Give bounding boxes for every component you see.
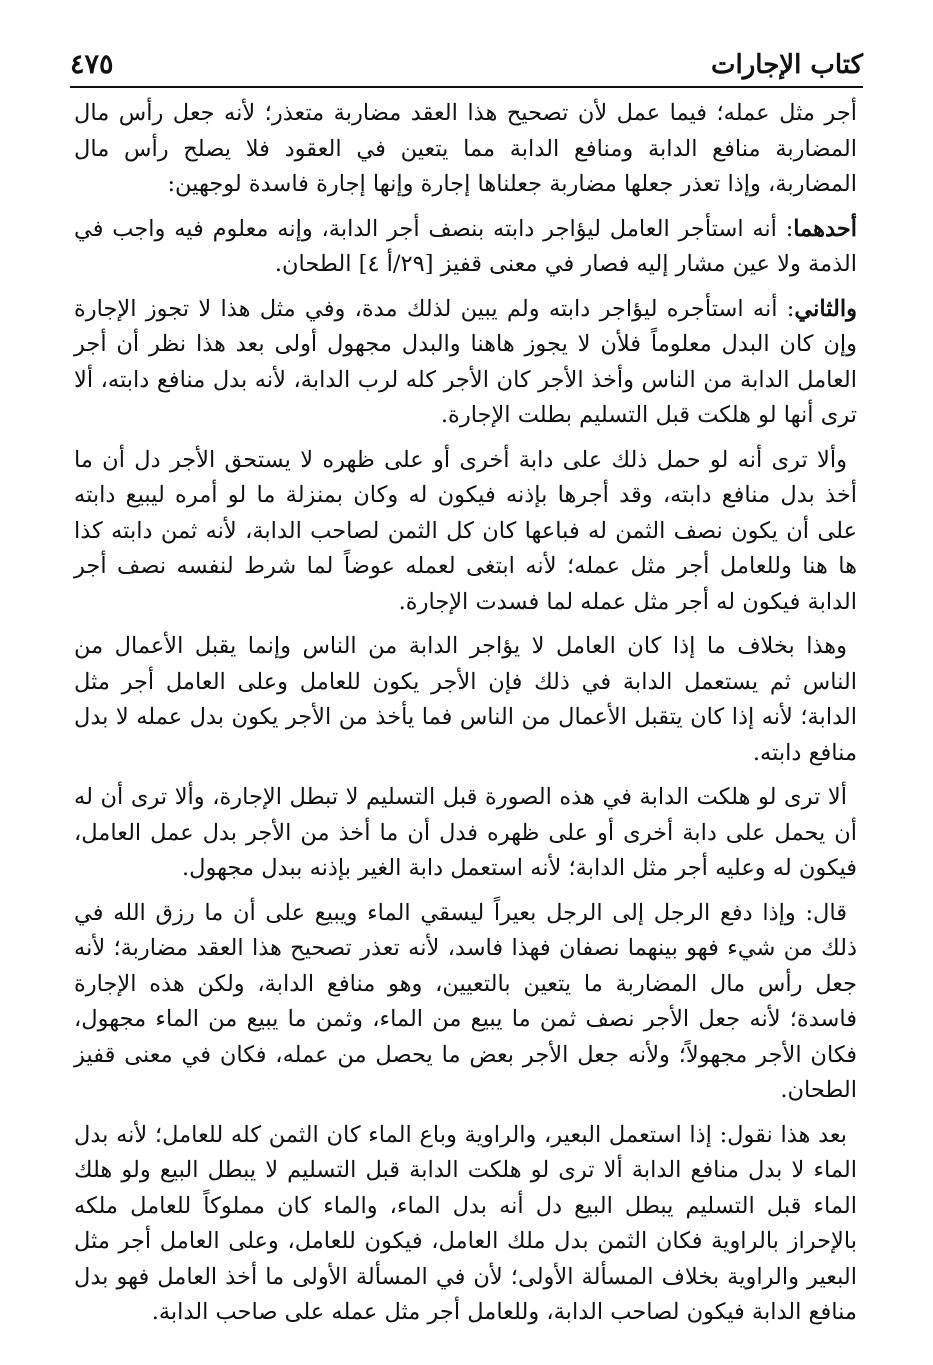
page-number: ٤٧٥ (70, 49, 114, 80)
paragraph-text: قال: وإذا دفع الرجل إلى الرجل بعيراً ليسقي الماء ويبيع على أن ما رزق الله في ذلك من شيء فهو بينهما نصفان فهذا فاسد، لأنه تعذر تصحيح هذا العقد مضاربة؛ لأنه جعل رأس مال المضاربة ما يتعين بالتعيين، وهو منافع الدابة، ولكن هذه الإجارة فاسدة؛ لأنه جعل الأجر نصف ثمن ما يبيع من الماء، وثمن ما يبيع من الماء مجهول، فكان الأجر مجهولاً؛ ولأنه جعل الأجر بعض ما يحصل من عمله، فكان في معنى قفيز الطحان. (74, 899, 857, 1103)
paragraph-lead: والثاني (794, 295, 857, 322)
paragraph (74, 96, 857, 203)
paragraph-text: وألا ترى أنه لو حمل ذلك على دابة أخرى أو على ظهره لا يستحق الأجر دل أن ما أخذ بدل منافع دابته، وقد أجرها بإذنه فيكون له وكان بمنزلة ما لو أمره ليبيع دابته على أن يكون نصف الثمن له فباعها كان كل الثمن لصاحب الدابة، لأنه ثمن دابته كذا ها هنا وللعامل أجر مثل عمله؛ لأنه ابتغى لعمله عوضاً لما شرط لنفسه نصف أجر الدابة فيكون له أجر مثل عمله لما فسدت الإجارة. (74, 446, 857, 615)
paragraph (74, 629, 857, 771)
paragraph-text: أجر مثل عمله؛ فيما عمل لأن تصحيح هذا العقد مضاربة متعذر؛ لأنه جعل رأس مال المضاربة منافع الدابة ومنافع الدابة مما يتعين في العقود فلا يصلح رأس مال المضاربة، وإذا تعذر جعلها مضاربة جعلناها إجارة وإنها إجارة فاسدة لوجهين: (74, 100, 857, 197)
paragraph (74, 780, 857, 887)
page-header (70, 30, 863, 88)
paragraph-text: بعد هذا نقول: إذا استعمل البعير، والراوية وباع الماء كان الثمن كله للعامل؛ لأنه بدل الماء لا بدل منافع الدابة ألا ترى لو هلكت الدابة قبل التسليم لا يبطل البيع ولو هلك الماء قبل التسليم يبطل البيع دل أنه بدل الماء، والماء كان مملوكاً للعامل ملكه بالإحراز بالراوية فكان الثمن بدل ملك العامل، فيكون للعامل، وعلى العامل أجر مثل البعير والراوية بخلاف المسألة الأولى؛ لأن في المسألة الأولى ما أخذ العامل فهو بدل منافع الدابة فيكون لصاحب الدابة، وللعامل أجر مثل عمله على صاحب الدابة. (74, 1121, 857, 1325)
paragraph (74, 443, 857, 621)
paragraph-lead: أحدهما (793, 215, 857, 242)
paragraph-text: : أنه استأجره ليؤاجر دابته ولم يبين لذلك مدة، وفي مثل هذا لا تجوز الإجارة وإن كان البدل معلوماً فلأن لا يجوز هاهنا والبدل مجهول أولى بعد هذا نظر أن أجر العامل الدابة من الناس وأخذ الأجر كان الأجر كله لرب الدابة، لأنه بدل منافع دابته، ألا ترى أنها لو هلكت قبل التسليم بطلت الإجارة. (74, 295, 857, 428)
paragraph-text: وهذا بخلاف ما إذا كان العامل لا يؤاجر الدابة من الناس وإنما يقبل الأعمال من الناس ثم يستعمل الدابة في ذلك فإن الأجر يكون للعامل وعلى العامل أجر مثل الدابة؛ لأنه إذا كان يتقبل الأعمال من الناس فما يأخذ من الأجر يكون بدل عمله لا بدل منافع دابته. (74, 633, 857, 766)
running-title: كتاب الإجارات (711, 50, 863, 80)
paragraph-text: ألا ترى لو هلكت الدابة في هذه الصورة قبل التسليم لا تبطل الإجارة، وألا ترى أن له أن يحمل على دابة أخرى أو على ظهره فدل أن ما أخذ من الأجر بدل عمل العامل، فيكون له وعليه أجر مثل الدابة؛ لأنه استعمل دابة الغير بإذنه ببدل مجهول. (74, 784, 857, 881)
paragraph (74, 1118, 857, 1331)
page-body (74, 96, 857, 1340)
paragraph-text: : أنه استأجر العامل ليؤاجر دابته بنصف أجر الدابة، وإنه معلوم فيه واجب في الذمة ولا عين مشار إليه فصار في معنى قفيز [٢٩/أ ٤] الطحان. (74, 215, 857, 277)
paragraph (74, 292, 857, 434)
paragraph (74, 896, 857, 1109)
paragraph (74, 212, 857, 283)
